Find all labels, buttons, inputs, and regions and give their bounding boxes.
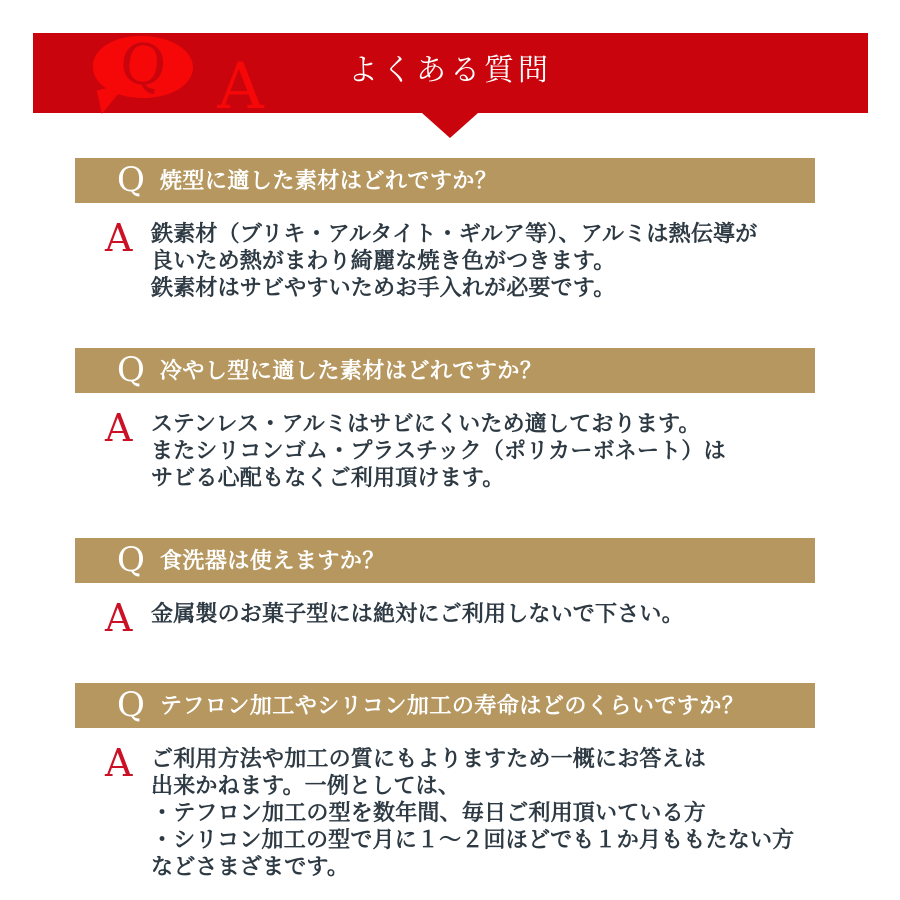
answer-line: ・シリコン加工の型で月に１～２回ほどでも１か月ももたない方 bbox=[151, 828, 795, 853]
page-title: よくある質問 bbox=[348, 53, 552, 88]
answer-text bbox=[151, 601, 684, 628]
answer-line: 出来かねます。一例としては、 bbox=[151, 774, 461, 799]
q-icon: Q bbox=[117, 539, 145, 580]
answer-line: サビる心配もなくご利用頂けます。 bbox=[151, 466, 505, 491]
question-bar-1 bbox=[75, 158, 815, 203]
answer-line: 鉄素材はサビやすいためお手入れが必要です。 bbox=[151, 276, 616, 301]
answer-line: ステンレス・アルミはサビにくいため適しております。 bbox=[151, 412, 701, 437]
answer-block-1 bbox=[75, 216, 815, 302]
answer-block-3 bbox=[75, 596, 815, 640]
qa-speech-bubble-icon bbox=[93, 30, 193, 101]
answer-block-2 bbox=[75, 406, 815, 492]
header-banner bbox=[33, 30, 868, 124]
answer-text bbox=[151, 411, 726, 492]
bubble-q-letter: Q bbox=[116, 30, 169, 101]
answer-line: ・テフロン加工の型を数年間、毎日ご利用頂いている方 bbox=[151, 801, 707, 826]
answer-line: ご利用方法や加工の質にもよりますため一概にお答えは bbox=[151, 747, 707, 772]
answer-text bbox=[151, 746, 794, 881]
answer-line: 鉄素材（ブリキ・アルタイト・ギルア等）、アルミは熱伝導が bbox=[151, 222, 758, 247]
answer-block-4 bbox=[75, 741, 815, 881]
question-bar-2 bbox=[75, 348, 815, 393]
q-icon: Q bbox=[117, 349, 145, 390]
question-text: 食洗器は使えますか？ bbox=[159, 549, 385, 574]
question-bar-4 bbox=[75, 683, 815, 728]
question-text: テフロン加工やシリコン加工の寿命はどのくらいですか？ bbox=[159, 694, 745, 719]
question-text: 冷やし型に適した素材はどれですか？ bbox=[159, 359, 543, 384]
banner-pointer-triangle bbox=[422, 113, 478, 138]
a-icon: A bbox=[105, 216, 133, 260]
answer-line: 良いため熱がまわり綺麗な焼き色がつきます。 bbox=[151, 249, 616, 274]
answer-text bbox=[151, 221, 757, 302]
a-icon: A bbox=[105, 406, 133, 450]
question-bar-3 bbox=[75, 538, 815, 583]
a-icon: A bbox=[105, 596, 133, 640]
q-icon: Q bbox=[117, 159, 145, 200]
q-icon: Q bbox=[117, 684, 145, 725]
question-text: 焼型に適した素材はどれですか？ bbox=[159, 169, 498, 194]
answer-line: またシリコンゴム・プラスチック（ポリカーボネート）は bbox=[151, 439, 726, 464]
a-icon: A bbox=[105, 741, 133, 785]
answer-line: などさまざまです。 bbox=[151, 855, 350, 880]
answer-line: 金属製のお菓子型には絶対にご利用しないで下さい。 bbox=[151, 602, 684, 627]
faq-list bbox=[75, 158, 815, 881]
header-a-letter: A bbox=[217, 50, 264, 124]
